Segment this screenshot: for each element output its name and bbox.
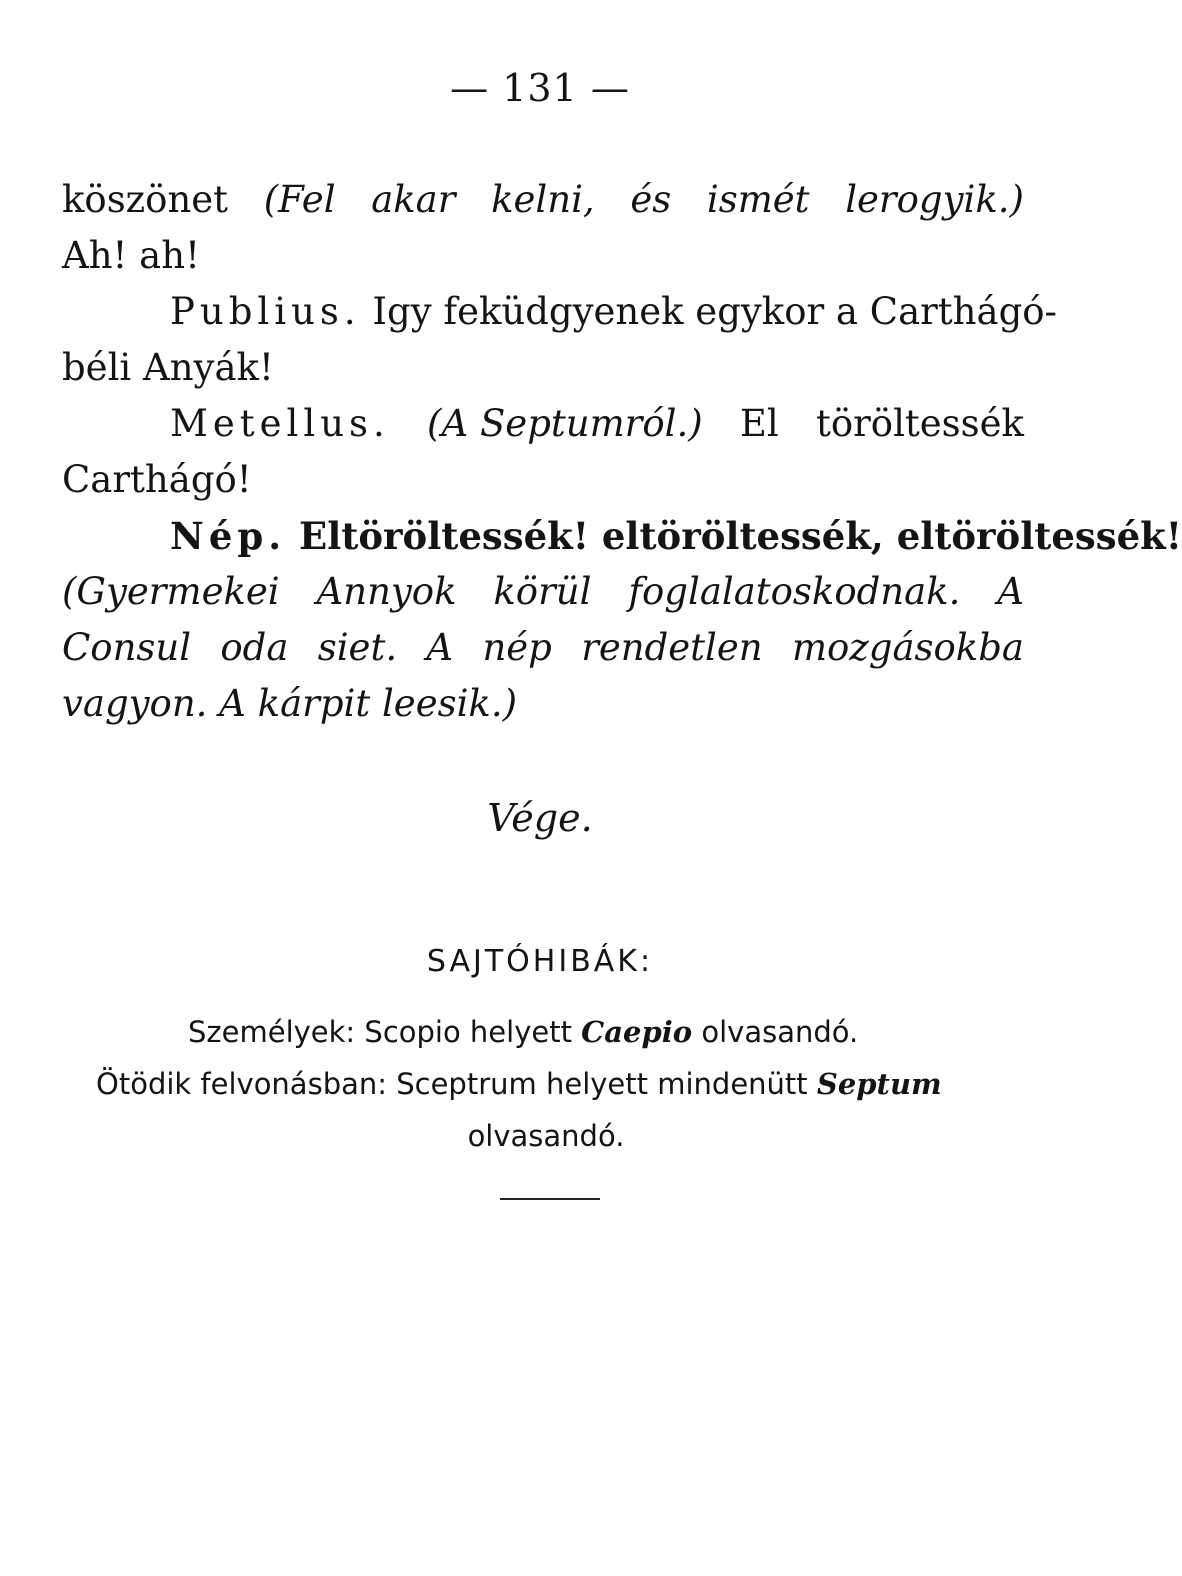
stage-word: siet. bbox=[317, 626, 398, 669]
errata-row: olvasandó. bbox=[467, 1119, 625, 1153]
stage-word: körül bbox=[493, 570, 592, 613]
text-line: béli Anyák! bbox=[62, 346, 274, 389]
stage-word: foglalatoskodnak. bbox=[628, 570, 961, 613]
speech-text: töröltessék bbox=[815, 402, 1024, 445]
errata-list bbox=[96, 1006, 996, 1162]
text-line bbox=[62, 620, 1024, 676]
stage-word: kelni, bbox=[491, 178, 595, 221]
speech-text: Igy feküdgyenek egykor a Carthágó- bbox=[372, 290, 1058, 333]
text-line: Carthágó! bbox=[62, 458, 252, 501]
stage-word: mozgásokba bbox=[791, 626, 1024, 669]
stage-direction bbox=[62, 564, 1024, 732]
speaker-name: Metellus. bbox=[170, 402, 390, 445]
stage-word: ismét bbox=[706, 178, 810, 221]
speech-metellus bbox=[62, 396, 1024, 452]
errata-row bbox=[96, 1058, 996, 1110]
text-line bbox=[62, 172, 1024, 228]
stage-word: Consul bbox=[62, 626, 192, 669]
stage-word: Annyok bbox=[316, 570, 457, 613]
stage-word: és bbox=[630, 178, 672, 221]
stage-word: akar bbox=[371, 178, 456, 221]
end-mark: Vége. bbox=[487, 796, 593, 840]
stage-word: A bbox=[997, 570, 1024, 613]
stage-word: lerogyik.) bbox=[845, 178, 1024, 221]
errata-text: Személyek: Scopio helyett bbox=[188, 1015, 582, 1049]
stage-word: oda bbox=[220, 626, 289, 669]
text-line: vagyon. A kárpit leesik.) bbox=[62, 682, 518, 725]
errata-correction: Caepio bbox=[581, 1015, 693, 1049]
stage-direction-inline: (A Septumról.) bbox=[427, 402, 703, 445]
stage-word: rendetlen bbox=[581, 626, 763, 669]
speech-text: Eltöröltessék! eltöröltessék, eltöröltessék! bbox=[299, 514, 1182, 558]
end-rule bbox=[500, 1198, 600, 1200]
speech-text: El bbox=[739, 402, 779, 445]
stage-word: (Gyermekei bbox=[62, 570, 280, 613]
word: köszönet bbox=[62, 178, 229, 221]
speech-nep bbox=[62, 508, 1182, 564]
speech-publius bbox=[62, 284, 1058, 340]
speaker-name: Publius. bbox=[170, 290, 361, 333]
text-line bbox=[62, 564, 1024, 620]
errata-title: SAJTÓHIBÁK: bbox=[426, 944, 654, 979]
errata-row bbox=[96, 1006, 996, 1058]
errata-text: olvasandó. bbox=[692, 1015, 859, 1049]
stage-word: nép bbox=[482, 626, 552, 669]
errata-text: Ötödik felvonásban: Sceptrum helyett mindenütt bbox=[96, 1067, 817, 1101]
play-text bbox=[62, 172, 1182, 732]
speaker-name: Nép. bbox=[170, 514, 287, 558]
text-line: Ah! ah! bbox=[62, 234, 200, 277]
errata-correction: Septum bbox=[816, 1067, 942, 1101]
stage-word: (Fel bbox=[263, 178, 336, 221]
page-number: — 131 — bbox=[450, 66, 630, 110]
stage-word: A bbox=[426, 626, 454, 669]
